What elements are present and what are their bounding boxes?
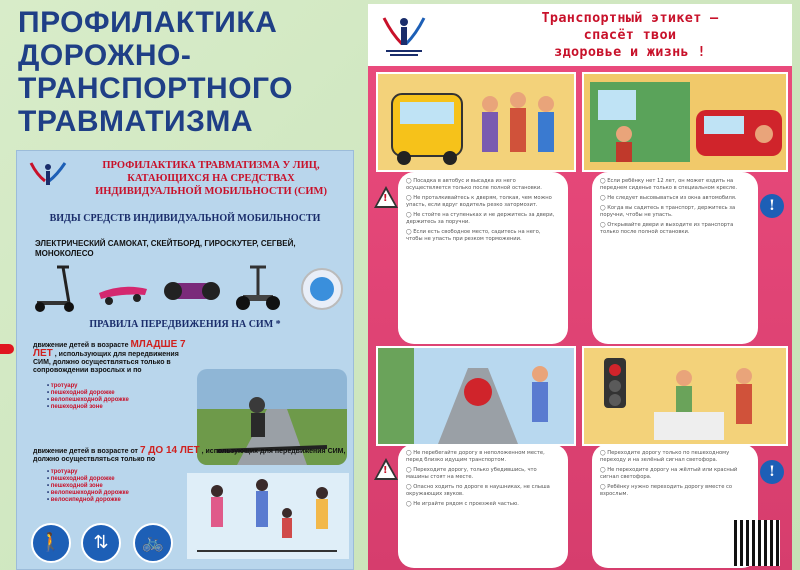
pedestrian-sign-icon: 🚶 — [31, 523, 71, 563]
rule-item: ◯ Когда вы садитесь в транспорт, держитесь за поручни, чтобы не упасть. — [600, 205, 748, 219]
bike-pedestrian-sign-icon: ⇅ — [81, 523, 121, 563]
poster-body — [368, 66, 792, 570]
transport-etiquette-poster — [368, 4, 792, 570]
title-line: ДОРОЖНО- — [18, 39, 192, 72]
rule-text: движение детей в возрасте — [33, 342, 129, 349]
rules-heading: ПРАВИЛА ПЕРЕДВИЖЕНИЯ НА СИМ * — [89, 319, 281, 330]
rule-item: ◯ Не переходите дорогу на жёлтый или красный сигнал светофора. — [600, 467, 748, 481]
age-highlight: МЛАДШЕ 7 ЛЕТ — [33, 339, 186, 359]
sim-safety-poster — [16, 150, 354, 570]
rule-item: ◯ Если есть свободное место, садитесь на него, чтобы не упасть при резком торможении. — [406, 229, 558, 243]
bicycle-sign-icon: 🚲 — [133, 523, 173, 563]
rule-item: ◯ Не играйте рядом с проезжей частью. — [406, 501, 558, 508]
title-line: спасёт твои — [583, 27, 677, 43]
list-item: • пешеходной зоне — [47, 483, 129, 490]
rule-item: ◯ Открывайте двери и выходите из транспорта только после полной остановки. — [600, 222, 748, 236]
electric-scooter-icon — [31, 263, 81, 313]
warning-symbol: ! — [383, 193, 388, 204]
rule-item: ◯ Переходите дорогу, только убедившись, что машины стоят на месте. — [406, 467, 558, 481]
types-heading: ВИДЫ СРЕДСТВ ИНДИВИДУАЛЬНОЙ МОБИЛЬНОСТИ — [49, 213, 321, 224]
list-item: • велосипедной дорожке — [47, 497, 129, 504]
cursor-marker — [0, 344, 14, 354]
rule-7-to-14 — [33, 447, 349, 464]
list-item: • пешеходной дорожке — [47, 476, 129, 483]
street-crossing-scene-illustration — [376, 346, 576, 446]
bus-boarding-rules-card — [398, 172, 568, 344]
list-item: • тротуару — [47, 383, 129, 390]
organization-logo-icon — [27, 159, 69, 189]
organization-logo-icon — [380, 14, 428, 60]
poster-title — [468, 10, 792, 61]
rule-item: ◯ Опасно ходить по дороге в наушниках, не слыша окружающих звуков. — [406, 484, 558, 498]
rule-item: ◯ Если ребёнку нет 12 лет, он может ездить на переднем сиденье только в специальном кресле. — [600, 178, 748, 192]
rule-text: , использующих для передвижения СИМ, должно осуществляться только в сопровождении взрослых и по — [33, 351, 179, 374]
page-title — [18, 6, 348, 138]
info-circle-icon: ! — [760, 194, 784, 218]
list-item: • пешеходной дорожке — [47, 390, 129, 397]
family-on-scooters-illustration — [187, 473, 349, 559]
monowheel-icon — [299, 263, 345, 313]
rule-item: ◯ Не проталкивайтесь к дверям, толкая, чем можно упасть, если вдруг водитель резко затормозит. — [406, 195, 558, 209]
qr-code-icon[interactable] — [734, 520, 780, 566]
allowed-places-list — [47, 383, 129, 411]
types-list: ЭЛЕКТРИЧЕСКИЙ САМОКАТ, СКЕЙТБОРД, ГИРОСКУТЕР, СЕГВЕЙ, МОНОКОЛЕСО — [35, 239, 296, 258]
list-item: • велопешеходной дорожке — [47, 397, 129, 404]
title-line: Транспортный этикет – — [541, 10, 719, 26]
school-bus-scene-illustration — [376, 72, 576, 172]
warning-triangle-icon — [374, 186, 398, 208]
skateboard-icon — [95, 263, 151, 313]
warning-symbol: ! — [383, 465, 388, 476]
segway-icon — [233, 263, 283, 313]
list-item: • пешеходной зоне — [47, 404, 129, 411]
age-highlight: 7 ДО 14 ЛЕТ — [139, 445, 200, 456]
poster-heading: ПРОФИЛАКТИКА ТРАВМАТИЗМА У ЛИЦ, КАТАЮЩИХСЯ НА СРЕДСТВАХ ИНДИВИДУАЛЬНОЙ МОБИЛЬНОСТИ (СИМ) — [95, 160, 327, 197]
rule-item: ◯ Не стойте на ступеньках и не держитесь за двери, держитесь за поручни. — [406, 212, 558, 226]
title-line: ПРОФИЛАКТИКА — [18, 6, 278, 39]
rule-text: движение детей в возрасте от — [33, 448, 138, 455]
rule-item: ◯ Посадка в автобус и высадка из него осуществляется только после полной остановки. — [406, 178, 558, 192]
rule-item: ◯ Не перебегайте дорогу в неположенном месте, перед близко идущим транспортом. — [406, 450, 558, 464]
info-circle-icon: ! — [760, 460, 784, 484]
hoverboard-icon — [163, 263, 221, 313]
rule-under-7 — [33, 341, 193, 375]
bus-and-car-scene-illustration — [582, 72, 788, 172]
rule-text: , использующих для передвижения СИМ, должно осуществляться только по — [33, 448, 346, 463]
rule-item: ◯ Ребёнку нужно переходить дорогу вместе со взрослым. — [600, 484, 748, 498]
car-safety-rules-card — [592, 172, 758, 344]
rule-item: ◯ Не следует высовываться из окна автомобиля. — [600, 195, 748, 202]
title-line: ТРАНСПОРТНОГО — [18, 72, 293, 105]
list-item: • велопешеходной дорожке — [47, 490, 129, 497]
warning-triangle-icon — [374, 458, 398, 480]
title-line: ТРАВМАТИЗМА — [18, 105, 254, 138]
allowed-places-list — [47, 469, 129, 504]
traffic-light-scene-illustration — [582, 346, 788, 446]
pedestrian-rules-card — [398, 444, 568, 568]
rule-item: ◯ Переходите дорогу только по пешеходному переходу и на зелёный сигнал светофора. — [600, 450, 748, 464]
list-item: • тротуару — [47, 469, 129, 476]
title-line: здоровье и жизнь ! — [554, 44, 706, 60]
